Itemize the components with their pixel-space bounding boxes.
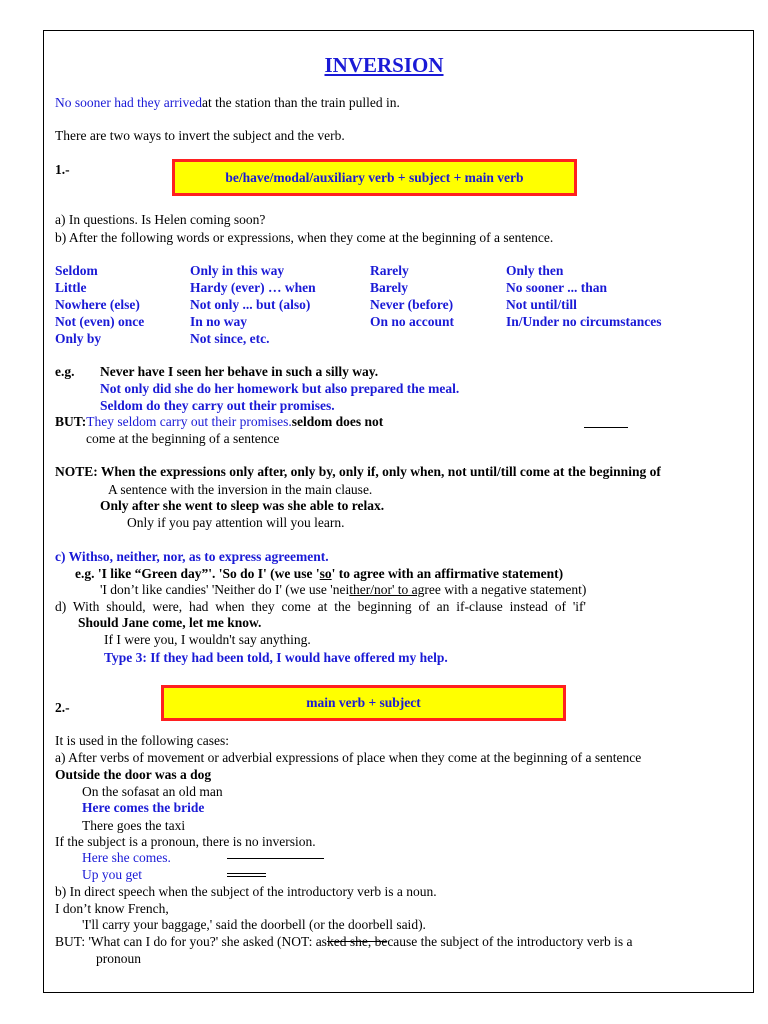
d-example-1: Should Jane come, let me know. [78, 615, 262, 630]
eg-label: e.g. [55, 364, 75, 379]
section1-a: a) In questions. Is Helen coming soon? [55, 212, 266, 227]
grid-cell: In no way [190, 314, 248, 329]
grid-cell: Never (before) [370, 297, 454, 312]
section2-number: 2.- [55, 700, 70, 715]
grid-cell: Rarely [370, 263, 409, 278]
grid-cell: Only then [506, 263, 564, 278]
section1-b: b) After the following words or expressions, when they come at the beginning of a sentence. [55, 230, 554, 245]
section1-d: d) With should, were, had when they come at the beginning of an if-clause instead of 'if' [55, 599, 586, 614]
grid-cell: Barely [370, 280, 408, 295]
but-continuation: come at the beginning of a sentence [86, 431, 280, 446]
section1-number: 1.- [55, 162, 70, 177]
d-example-2: If I were you, I wouldn't say anything. [104, 632, 311, 647]
section2-example-2: On the sofasat an old man [82, 784, 223, 799]
example-1: Never have I seen her behave in such a silly way. [100, 364, 379, 379]
intro-example [55, 95, 400, 111]
section2-but-end: cause the subject of the introductory verb is a [387, 934, 633, 949]
section1-rule-text: be/have/modal/auxiliary verb + subject + main verb [225, 169, 524, 185]
c-example-1-start: e.g. 'I like “Green day”'. 'So do I' (we use ' [75, 566, 320, 581]
note-text: NOTE: When the expressions only after, only by, only if, only when, not until/till come at the beginning of [55, 464, 661, 479]
section2-example-4: There goes the taxi [82, 818, 186, 833]
section2-example-5: Here she comes. [82, 850, 171, 865]
but-label: BUT: [55, 414, 87, 429]
grid-cell: Seldom [55, 263, 98, 278]
intro-example-rest: at the station than the train pulled in. [201, 95, 400, 110]
grid-cell: Nowhere (else) [55, 297, 140, 312]
c-example-1-end: ' to agree with an affirmative statement) [331, 566, 564, 581]
note-example-1: Only after she went to sleep was she able to relax. [100, 498, 385, 513]
grid-cell: Little [55, 280, 87, 295]
c-example-1-so: so [319, 566, 332, 581]
section2-rule-box [161, 685, 566, 721]
grid-cell: No sooner ... than [506, 280, 608, 295]
grid-cell: Hardy (ever) … when [190, 280, 316, 295]
section2-example-6: Up you get [82, 867, 142, 882]
section2-example-3: Here comes the bride [82, 800, 205, 815]
blank-line [227, 876, 266, 877]
section2-but [55, 934, 632, 950]
note-continuation: A sentence with the inversion in the main clause. [108, 482, 373, 497]
grid-cell: Not since, etc. [190, 331, 270, 346]
section2-b: b) In direct speech when the subject of the introductory verb is a noun. [55, 884, 437, 899]
grid-cell: Only in this way [190, 263, 285, 278]
section2-pronoun-rule: If the subject is a pronoun, there is no inversion. [55, 834, 316, 849]
section2-example-1: Outside the door was a dog [55, 767, 212, 782]
grid-cell: Not only ... but (also) [190, 297, 311, 312]
section2-used: It is used in the following cases: [55, 733, 229, 748]
c-example-2-underlined: ther/nor' to ag [349, 582, 425, 597]
but-line [55, 414, 383, 430]
blank-line [227, 873, 266, 874]
two-ways-text: There are two ways to invert the subject and the verb. [55, 128, 345, 143]
section2-french: I don’t know French, [55, 901, 169, 916]
grid-cell: On no account [370, 314, 455, 329]
page-title: INVERSION [324, 53, 444, 77]
grid-cell: In/Under no circumstances [506, 314, 662, 329]
blank-line [584, 427, 628, 428]
c-example-2-end: ree with a negative statement) [424, 582, 587, 597]
section2-a: a) After verbs of movement or adverbial expressions of place when they come at the beginning of a sentence [55, 750, 642, 765]
grid-cell: Not until/till [506, 297, 577, 312]
c-example-2-start: 'I don’t like candies' 'Neither do I' (we use 'nei [100, 582, 350, 597]
c-example-2 [100, 582, 586, 598]
section2-rule-text: main verb + subject [306, 695, 421, 710]
grid-cell: Only by [55, 331, 102, 346]
intro-example-inverted: No sooner had they arrived [55, 95, 202, 110]
section2-but-continuation: pronoun [96, 951, 141, 966]
c-example-1 [75, 566, 563, 582]
section1-c: c) Withso, neither, nor, as to express agreement. [55, 549, 329, 564]
section1-rule-box [172, 159, 577, 196]
but-explanation: seldom does not [291, 414, 384, 429]
blank-line [227, 858, 324, 859]
section2-but-strike: ked she, be [326, 934, 388, 949]
grid-cell: Not (even) once [55, 314, 145, 329]
example-2: Not only did she do her homework but also prepared the meal. [100, 381, 460, 396]
note-example-2: Only if you pay attention will you learn. [127, 515, 345, 530]
but-example: They seldom carry out their promises. [86, 414, 292, 429]
section2-baggage: 'I'll carry your baggage,' said the doorbell (or the doorbell said). [82, 917, 426, 932]
example-3: Seldom do they carry out their promises. [100, 398, 335, 413]
d-example-3: Type 3: If they had been told, I would have offered my help. [104, 650, 448, 665]
section2-but-start: BUT: 'What can I do for you?' she asked (NOT: as [55, 934, 327, 949]
